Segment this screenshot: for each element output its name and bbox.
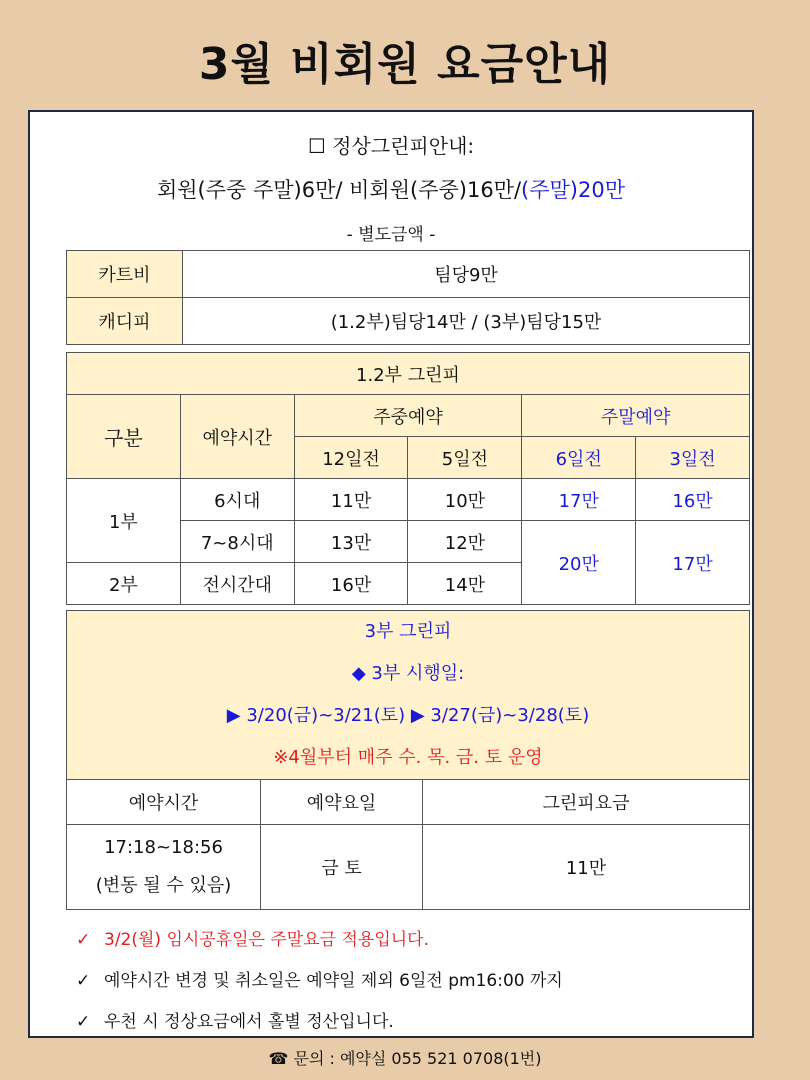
col-reserve-day: 예약요일 — [261, 780, 423, 825]
notes-list — [76, 920, 736, 1043]
time-6: 6시대 — [180, 479, 294, 521]
note-text: 예약시간 변경 및 취소일은 예약일 제외 6일전 pm16:00 까지 — [104, 971, 563, 991]
weekend-header: 주말예약 — [522, 395, 750, 437]
fee-cell: 10만 — [408, 479, 522, 521]
fee-cell: 11만 — [294, 479, 408, 521]
green3-days: 금 토 — [261, 825, 423, 910]
fee-cell: 14만 — [408, 563, 522, 605]
contact-info: ☎ 문의 : 예약실 055 521 0708(1번) — [268, 1049, 542, 1068]
weekday-12day: 12일전 — [294, 437, 408, 479]
check-icon: ✓ — [76, 930, 91, 950]
weekday-5day: 5일전 — [408, 437, 522, 479]
green3-time-note: (변동 될 수 있음) — [95, 875, 232, 896]
rate-line-weekend: (주말)20만 — [521, 178, 626, 202]
rate-line-text: 회원(주중 주말)6만/ 비회원(주중)16만/ — [156, 178, 522, 202]
green3-time-range: 17:18~18:56 — [104, 837, 223, 858]
green3-title: 3부 그린피 — [364, 621, 452, 642]
green3-notice: ※4월부터 매주 수. 목. 금. 토 운영 — [273, 747, 543, 768]
green3-dates-label: ◆ 3부 시행일: — [351, 663, 465, 684]
check-icon: ✓ — [76, 1012, 91, 1032]
separate-fee-label: - 별도금액 - — [346, 225, 436, 245]
table-row — [67, 479, 750, 521]
table-row — [67, 825, 750, 910]
weekend-3day: 3일전 — [636, 437, 750, 479]
fee-cell: 17만 — [636, 521, 750, 605]
part1-label: 1부 — [67, 479, 181, 563]
green3-dates: ▶ 3/20(금)~3/21(토) ▶ 3/27(금)~3/28(토) — [226, 705, 590, 726]
part2-label: 2부 — [67, 563, 181, 605]
green3-fee: 11만 — [423, 825, 750, 910]
check-icon: ✓ — [76, 971, 91, 991]
list-item — [76, 920, 736, 961]
info-panel — [28, 110, 754, 1038]
note-text: 3/2(월) 임시공휴일은 주말요금 적용입니다. — [104, 930, 429, 950]
fee-cell: 16만 — [636, 479, 750, 521]
fee-cell: 17만 — [522, 479, 636, 521]
fee-cell: 13만 — [294, 521, 408, 563]
fee-cell: 12만 — [408, 521, 522, 563]
green3-time — [67, 825, 261, 910]
cart-fee-value: 팀당9만 — [183, 251, 750, 298]
fees-table — [66, 250, 750, 345]
page-title: 3월 비회원 요금안내 — [198, 39, 612, 90]
caddie-fee-label: 캐디피 — [67, 298, 183, 345]
list-item — [76, 1002, 736, 1043]
green3-info — [67, 611, 750, 780]
table-row — [67, 298, 750, 345]
note-text: 우천 시 정상요금에서 홀별 정산입니다. — [104, 1012, 394, 1032]
list-item — [76, 961, 736, 1002]
intro-heading: ☐ 정상그린피안내: — [307, 134, 475, 158]
col-reserve-time: 예약시간 — [67, 780, 261, 825]
fee-cell: 20만 — [522, 521, 636, 605]
fee-cell: 16만 — [294, 563, 408, 605]
rate-line — [30, 174, 752, 204]
green-fee-3-table — [66, 610, 750, 910]
green12-title: 1.2부 그린피 — [67, 353, 750, 395]
weekday-header: 주중예약 — [294, 395, 522, 437]
table-row — [67, 251, 750, 298]
col-category: 구분 — [67, 395, 181, 479]
time-7-8: 7~8시대 — [180, 521, 294, 563]
weekend-6day: 6일전 — [522, 437, 636, 479]
col-time: 예약시간 — [180, 395, 294, 479]
green-fee-1-2-table — [66, 352, 750, 605]
caddie-fee-value: (1.2부)팀당14만 / (3부)팀당15만 — [183, 298, 750, 345]
time-all: 전시간대 — [180, 563, 294, 605]
col-green-fee: 그린피요금 — [423, 780, 750, 825]
cart-fee-label: 카트비 — [67, 251, 183, 298]
